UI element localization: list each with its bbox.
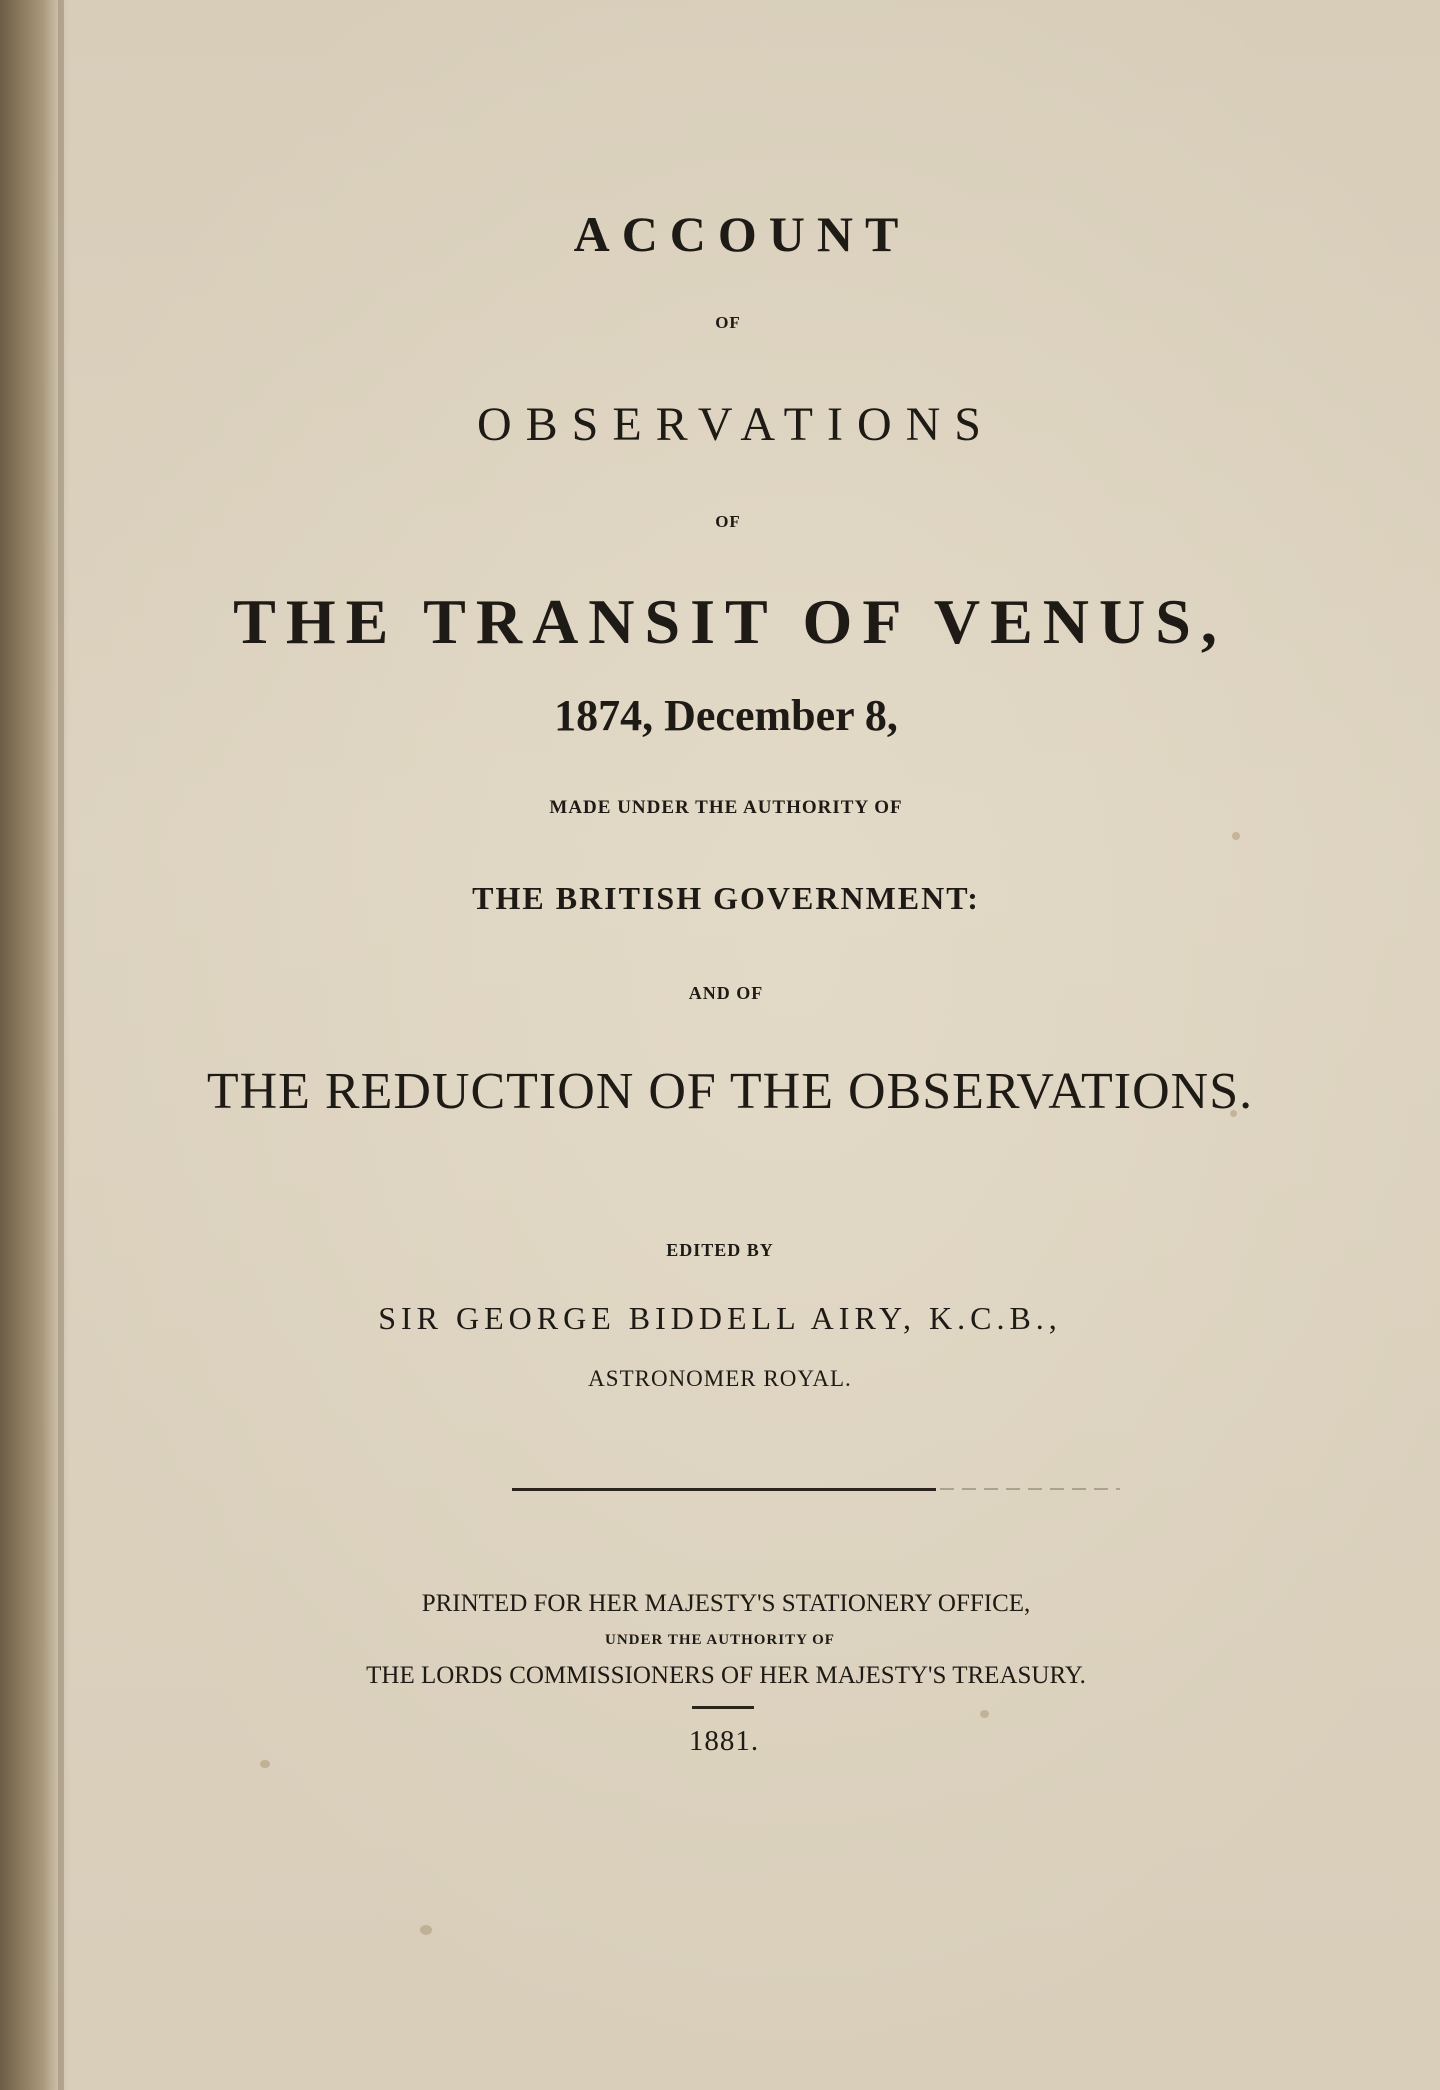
authority-line: MADE UNDER THE AUTHORITY OF (549, 797, 903, 818)
paper-fleck (980, 1710, 989, 1718)
editor-name: SIR GEORGE BIDDELL AIRY, K.C.B., (378, 1300, 1062, 1336)
heading-observations: OBSERVATIONS (476, 398, 995, 451)
paper-fleck (420, 1925, 432, 1935)
imprint-printed-for: PRINTED FOR HER MAJESTY'S STATIONERY OFFICE, (421, 1590, 1031, 1617)
paper-fleck (260, 1760, 270, 1768)
heading-account: ACCOUNT (573, 206, 911, 262)
subtitle-reduction: THE REDUCTION OF THE OBSERVATIONS. (206, 1063, 1254, 1120)
editor-title: ASTRONOMER ROYAL. (588, 1366, 852, 1391)
publication-year: 1881. (688, 1725, 760, 1757)
connector-of: OF (715, 313, 741, 332)
imprint-lords-commissioners: THE LORDS COMMISSIONERS OF HER MAJESTY'S TREASURY. (366, 1662, 1086, 1689)
paper-fleck (1232, 832, 1240, 840)
edited-by-label: EDITED BY (666, 1240, 774, 1260)
divider-rule-faint (940, 1488, 1120, 1490)
main-title: THE TRANSIT OF VENUS, (233, 586, 1227, 657)
divider-rule (512, 1488, 936, 1491)
connector-of: OF (715, 512, 741, 531)
imprint-under-authority: UNDER THE AUTHORITY OF (605, 1632, 835, 1648)
short-divider-rule (692, 1706, 754, 1709)
transit-date: 1874, December 8, (554, 691, 898, 740)
connector-and-of: AND OF (688, 983, 764, 1003)
government-line: THE BRITISH GOVERNMENT: (472, 880, 980, 916)
